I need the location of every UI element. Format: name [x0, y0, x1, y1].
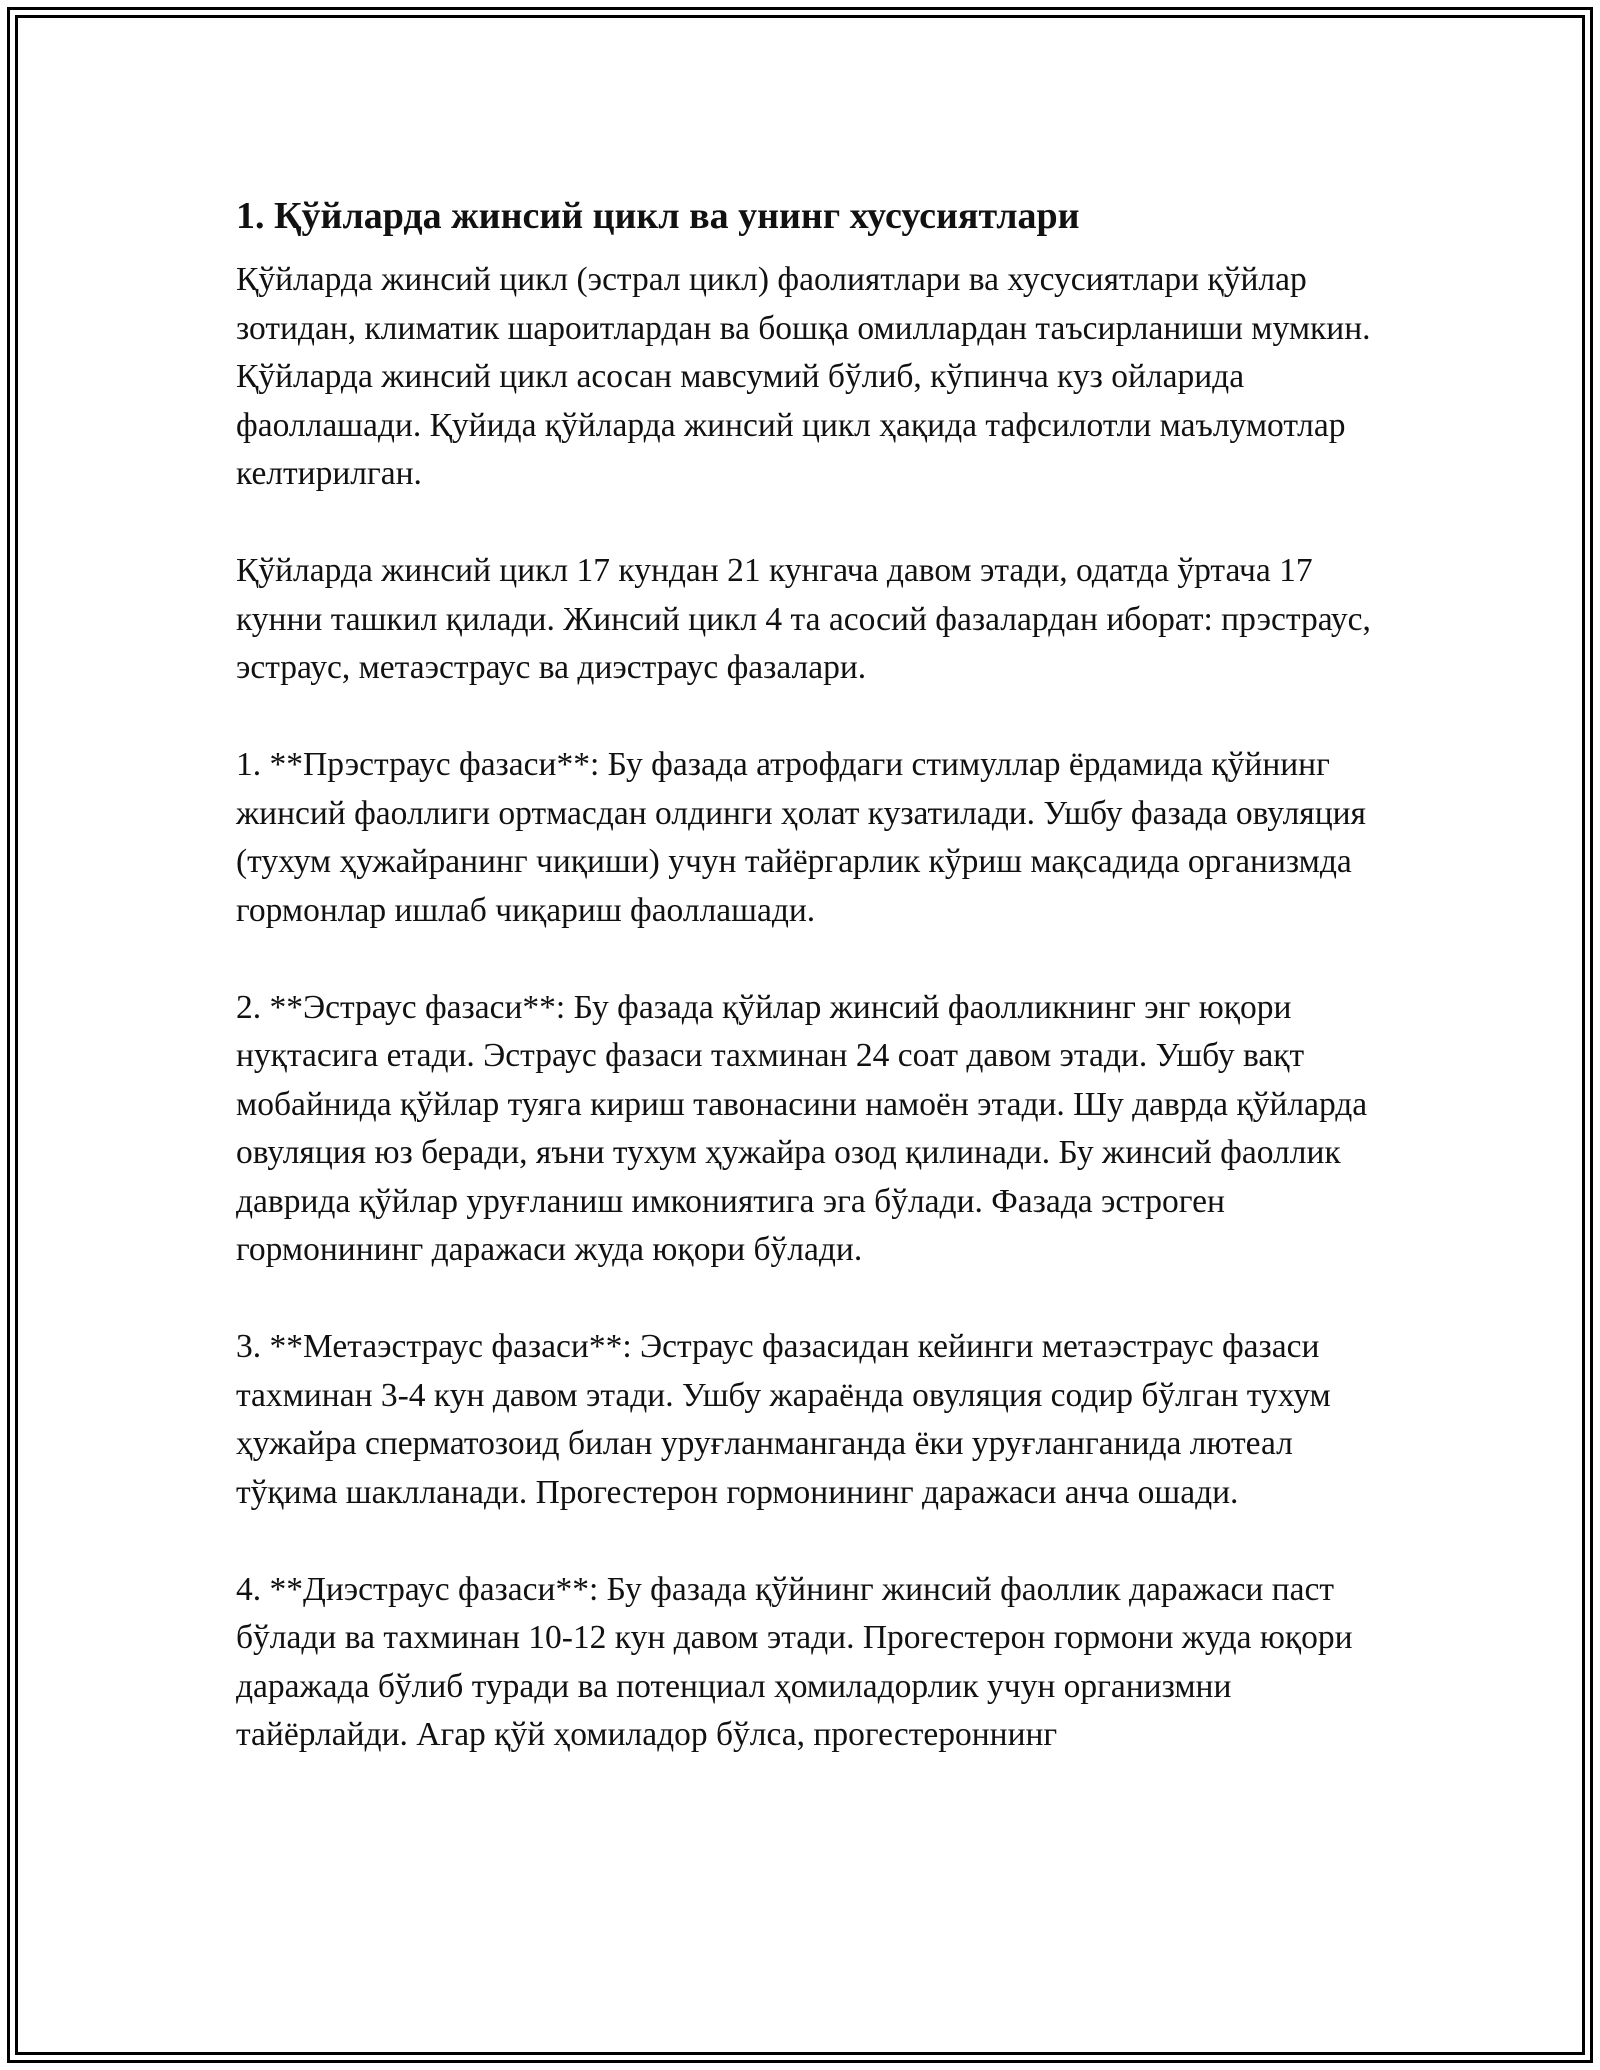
paragraph-metestrus: 3. **Метаэстраус фазаси**: Эстраус фазасидан кейинги метаэстраус фазаси тахминан 3-4 кун давом этади. Ушбу жараёнда овуляция содир бўлган тухум ҳужайра сперматозоид билан уруғланманганда ёки уруғланганида лютеал тўқима шаклланади. Прогестерон гормонининг даражаси анча ошади. [236, 1328, 1331, 1511]
paragraph-intro: Қўйларда жинсий цикл (эстрал цикл) фаолиятлари ва хусусиятлари қўйлар зотидан, климатик шароитлардан ва бошқа омиллардан таъсирланиши мумкин. Қўйларда жинсий цикл асосан мавсумий бўлиб, кўпинча куз ойларида фаоллашади. Қуйида қўйларда жинсий цикл ҳақида тафсилотли маълумотлар келтирилган. [236, 261, 1371, 492]
document-body [236, 186, 1376, 1808]
paragraph-diestrus: 4. **Диэстраус фазаси**: Бу фазада қўйнинг жинсий фаоллик даражаси паст бўлади ва тахминан 10-12 кун давом этади. Прогестерон гормони жуда юқори даражада бўлиб туради ва потенциал ҳомиладорлик учун организмни тайёрлайди. Агар қўй ҳомиладор бўлса, прогестероннинг [236, 1570, 1353, 1753]
section-heading: 1. Қўйларда жинсий цикл ва унинг хусусиятлари [236, 195, 1080, 237]
paragraph-cycle-length: Қўйларда жинсий цикл 17 кундан 21 кунгача давом этади, одатда ўртача 17 кунни ташкил қилади. Жинсий цикл 4 та асосий фазалардан иборат: прэстраус, эстраус, метаэстраус ва диэстраус фазалари. [236, 552, 1371, 686]
paragraph-proestrus: 1. **Прэстраус фазаси**: Бу фазада атрофдаги стимуллар ёрдамида қўйнинг жинсий фаоллиги ортмасдан олдинги ҳолат кузатилади. Ушбу фазада овуляция (тухум ҳужайранинг чиқиши) учун тайёргарлик кўриш мақсадида организмда гормонлар ишлаб чиқариш фаоллашади. [236, 746, 1366, 929]
paragraph-estrus: 2. **Эстраус фазаси**: Бу фазада қўйлар жинсий фаолликнинг энг юқори нуқтасига етади. Эстраус фазаси тахминан 24 соат давом этади. Ушбу вақт мобайнида қўйлар туяга кириш тавонасини намоён этади. Шу даврда қўйларда овуляция юз беради, яъни тухум ҳужайра озод қилинади. Бу жинсий фаоллик даврида қўйлар уруғланиш имкониятига эга бўлади. Фазада эстроген гормонининг даражаси жуда юқори бўлади. [236, 988, 1368, 1268]
